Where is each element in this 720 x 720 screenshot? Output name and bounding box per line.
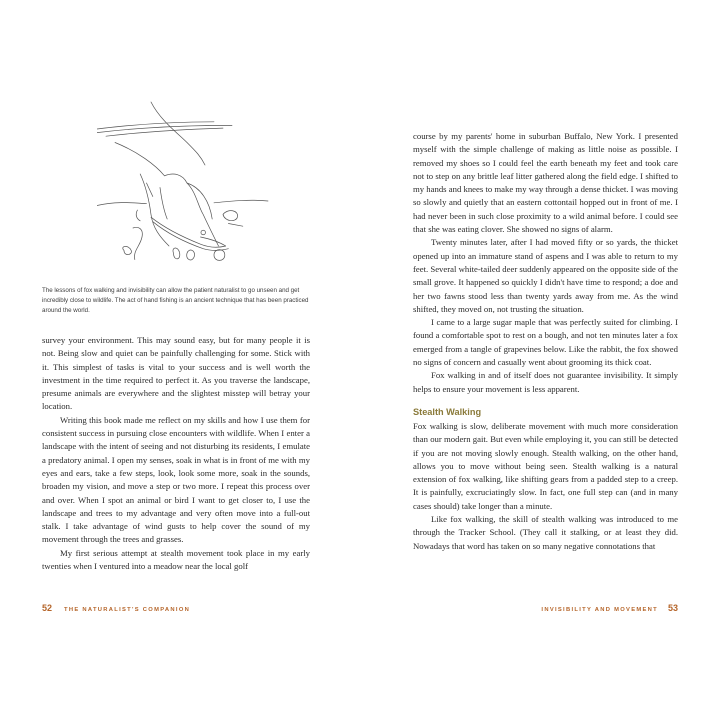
- paragraph: Twenty minutes later, after I had moved fifty or so yards, the thicket opened up into an immature stand of aspens and I was able to return to my feet. Several white-tailed deer suddenly appeared on the opposite side of the small grove. It happened so quickly I didn't have time to respond; a doe and her two fawns stood less than twenty yards away from me. As the wind shifted, they moved on, not trusting the situation.: [413, 237, 678, 314]
- right-body-text: [413, 130, 678, 553]
- left-folio: [42, 603, 190, 613]
- paragraph: My first serious attempt at stealth movement took place in my early twenties when I ventured into a meadow near the local golf: [42, 547, 310, 572]
- left-page: [42, 0, 310, 720]
- page-number: 53: [667, 603, 678, 613]
- paragraph: Fox walking in and of itself does not guarantee invisibility. It simply helps to ensure your movement is less apparent.: [413, 370, 678, 394]
- running-head: INVISIBILITY AND MOVEMENT: [541, 607, 658, 613]
- hand-fishing-illustration: [97, 100, 277, 275]
- left-body-text: [42, 334, 310, 573]
- right-folio: [541, 603, 678, 613]
- paragraph: survey your environment. This may sound easy, but for many people it is not. Being slow and quiet can be painfully challenging for some. Stick with it. This simplest of tasks is vital to your success and is well worth the investment in the time required to perfect it. As you traverse the landscape, presume animals are everywhere and the slightest misstep will betray your location.: [42, 335, 310, 412]
- running-head: THE NATURALIST'S COMPANION: [64, 607, 191, 613]
- right-page: [413, 0, 678, 720]
- paragraph: Like fox walking, the skill of stealth walking was introduced to me through the Tracker School. (They call it stalking, or at least they did. Nowadays that word has taken on so many negative connotations that: [413, 514, 678, 551]
- section-heading: Stealth Walking: [413, 406, 482, 417]
- paragraph: course by my parents' home in suburban Buffalo, New York. I presented myself with the simple challenge of making as little noise as possible. I removed my shoes so I could feel the earth beneath my feet and took care not to step on any brittle leaf litter gathered along the field edge. I shifted to my hands and knees to make my way through a dense thicket. I was moving so slowly and quietly that an eastern cottontail hopped out in front of me. I had never been in such close proximity to a wild animal before. I could see that she was eating clover. She showed no signs of alarm.: [413, 131, 678, 235]
- figure-caption: The lessons of fox walking and invisibility can allow the patient naturalist to go unseen and get incredibly close to wildlife. The act of hand fishing is an ancient technique that has been practiced around the world.: [42, 287, 309, 314]
- paragraph: I came to a large sugar maple that was perfectly suited for climbing. I found a comfortable spot to rest on a bough, and not ten minutes later a fox emerged from a tangle of grapevines below. Like the rabbit, the fox showed no signs of concern and casually went about grooming its thick coat.: [413, 317, 678, 368]
- page-number: 52: [42, 603, 53, 613]
- paragraph: Fox walking is slow, deliberate movement with much more consideration than our modern gait. But even while employing it, you can still be detected if you are not moving slowly enough. Stealth walking, on the other hand, allows you to move without being seen. Stealth walking is a natural extension of fox walking, like shifting gears from a padded step to a creep. It is painfully, excruciatingly slow. In fact, one full step can (and in many cases should) take longer than a minute.: [413, 420, 678, 511]
- paragraph: Writing this book made me reflect on my skills and how I use them for consistent success in pursuing close encounters with wildlife. When I enter a landscape with the intent of seeing and not disturbing its residents, I emulate a predatory animal. I open my senses, soak in what is in front of me with my eyes and ears, take a few steps, look, look some more, soak in the sounds, broaden my vision, and move a step or two more. I repeat this process over and over. When I spot an animal or bird I want to get closer to, I use the landscape and trees to my advantage and very often move into a full-out stalk. I take advantage of wind gusts to help cover the sound of my movement through the trees and grasses.: [42, 414, 310, 545]
